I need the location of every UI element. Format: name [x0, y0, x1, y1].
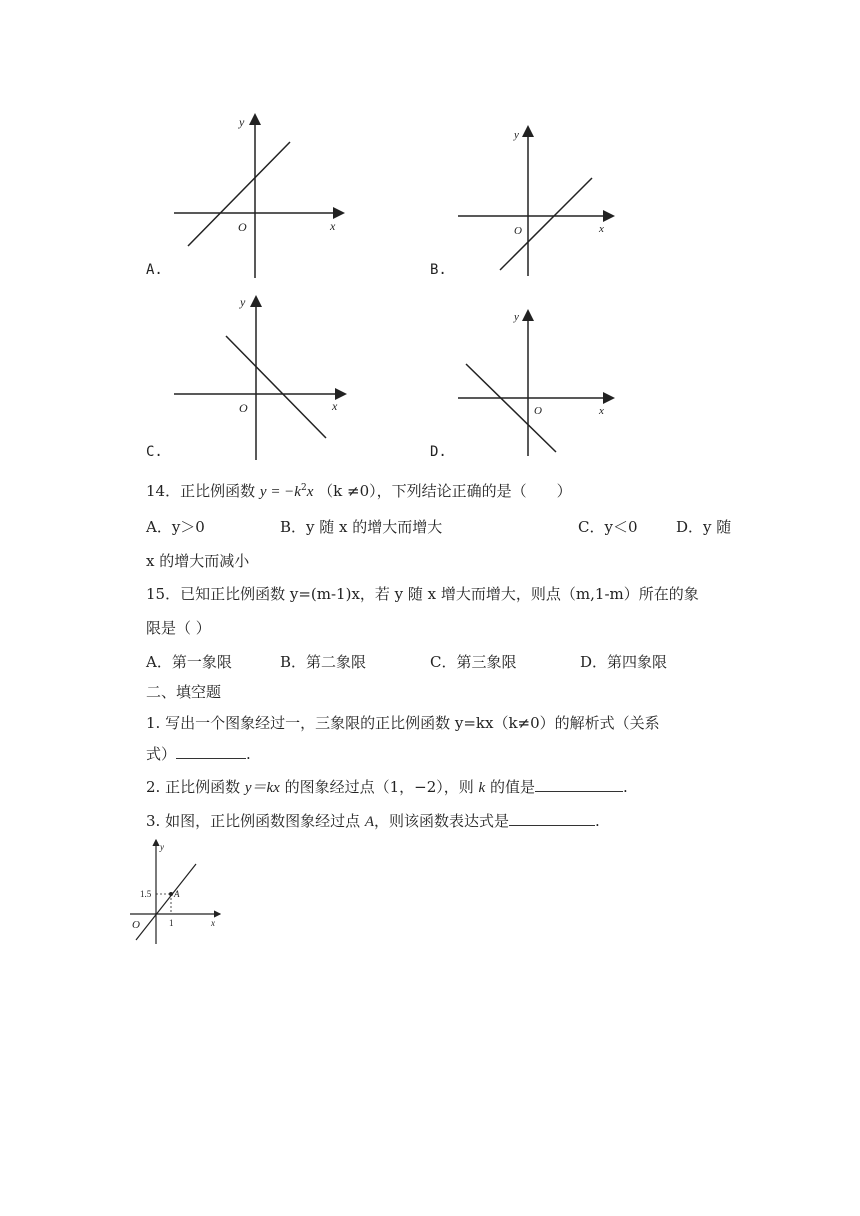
- graph-c-letter: C.: [146, 444, 163, 460]
- point-a-label: A: [174, 889, 180, 899]
- point-a: [169, 892, 173, 896]
- q14-option-b: B．y 随 x 的增大而增大: [280, 518, 443, 536]
- q15-line1: 15．已知正比例函数 y=(m-1)x，若 y 随 x 增大而增大，则点（m,1-m）所在的象: [146, 585, 699, 603]
- q14-option-d-cont: x 的增大而减小: [146, 552, 250, 570]
- graph-a-letter: A.: [146, 262, 163, 278]
- graph-option-a: [170, 110, 370, 280]
- fill1-answer-blank[interactable]: [176, 744, 246, 759]
- x-axis-label: x: [330, 219, 336, 233]
- fill3-graph-svg: [128, 836, 228, 946]
- x-axis-label: x: [211, 918, 215, 928]
- graph-a-svg: [170, 110, 370, 280]
- fill2-line: 2. 正比例函数 y＝kx 的图象经过点（1，−2），则 k 的值是 .: [146, 778, 628, 796]
- q15-option-b: B．第二象限: [280, 653, 367, 671]
- graph-d-letter: D.: [430, 444, 447, 460]
- fill1-line2: 式） .: [146, 745, 251, 763]
- graph-option-c: [170, 292, 370, 462]
- function-line: [226, 336, 326, 438]
- q14-option-a: A．y＞0: [146, 518, 205, 536]
- graph-c-svg: [170, 292, 370, 462]
- function-line: [136, 864, 196, 940]
- y-axis-label: y: [240, 295, 246, 309]
- y-tick-label: 1.5: [140, 889, 152, 899]
- x-axis-label: x: [599, 405, 604, 417]
- graph-d-svg: [454, 306, 654, 476]
- x-tick-label: 1: [169, 918, 174, 928]
- fill3-graph: [128, 836, 228, 946]
- y-axis-label: y: [514, 311, 519, 323]
- fill2-answer-blank[interactable]: [535, 777, 623, 792]
- fill3-line: 3. 如图，正比例函数图象经过点 A，则该函数表达式是 .: [146, 812, 600, 830]
- graph-b-svg: [454, 122, 654, 292]
- origin-label: O: [514, 225, 522, 237]
- y-axis-label: y: [239, 115, 245, 129]
- x-axis-label: x: [332, 399, 338, 413]
- graph-option-b: [454, 122, 654, 292]
- fill3-answer-blank[interactable]: [509, 811, 595, 826]
- q15-option-a: A．第一象限: [146, 653, 232, 671]
- q14-option-d: D．y 随: [676, 518, 732, 536]
- origin-label: O: [132, 919, 140, 931]
- q14-stem: 14．正比例函数 $y = -k^2x$ （k ≠0），下列结论正确的是（ ）: [146, 482, 572, 500]
- q14-option-c: C．y＜0: [578, 518, 638, 536]
- graph-option-d: [454, 306, 654, 476]
- y-axis-label: y: [514, 129, 519, 141]
- origin-label: O: [239, 401, 248, 415]
- q15-option-c: C．第三象限: [430, 653, 517, 671]
- fill1-line1: 1. 写出一个图象经过一，三象限的正比例函数 y=kx（k≠0）的解析式（关系: [146, 714, 660, 732]
- function-line: [500, 178, 592, 270]
- origin-label: O: [238, 220, 247, 234]
- graph-b-letter: B.: [430, 262, 447, 278]
- q15-option-d: D．第四象限: [580, 653, 668, 671]
- origin-label: O: [534, 405, 542, 417]
- x-axis-label: x: [599, 223, 604, 235]
- q15-line2: 限是（ ）: [146, 619, 211, 637]
- y-axis-label: y: [160, 842, 164, 852]
- section-title: 二、填空题: [146, 683, 222, 701]
- function-line: [466, 364, 556, 452]
